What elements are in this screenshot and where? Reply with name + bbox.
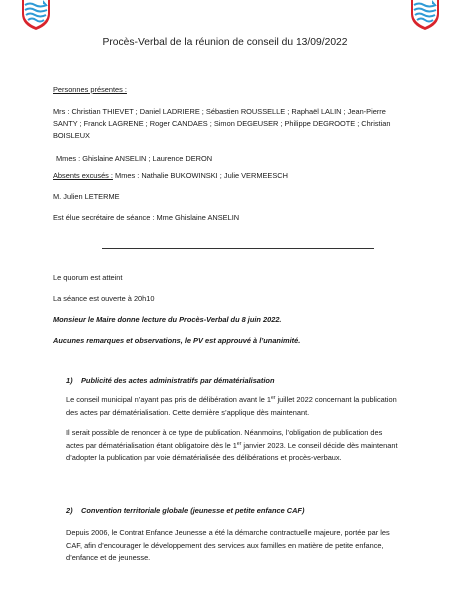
document-title: Procès-Verbal de la réunion de conseil du 13/09/2022 bbox=[102, 37, 348, 48]
section-2-paragraph-1: Depuis 2006, le Contrat Enfance Jeunesse a été la démarche contractuelle majeure, portée par les CAF, afin d’encourager le développement des services aux familles en matière de petite enfance, d’enfance et de jeunesse. bbox=[66, 528, 390, 562]
section-2-heading: Convention territoriale globale (jeunesse et petite enfance CAF) bbox=[81, 506, 305, 515]
reading-line: Monsieur le Maire donne lecture du Procès-Verbal du 8 juin 2022. bbox=[53, 315, 282, 324]
approval-line: Aucunes remarques et observations, le PV est approuvé à l’unanimité. bbox=[53, 336, 301, 345]
quorum-line: Le quorum est atteint bbox=[53, 273, 123, 282]
section-2-number: 2) bbox=[66, 506, 73, 515]
excused-line bbox=[53, 170, 403, 182]
present-label: Personnes présentes : bbox=[53, 85, 127, 94]
excused-names: Mmes : Nathalie BUKOWINSKI ; Julie VERMEESCH bbox=[115, 171, 288, 180]
secretary-line: Est élue secrétaire de séance : Mme Ghislaine ANSELIN bbox=[53, 213, 240, 222]
separator-line bbox=[102, 248, 374, 249]
section-1-heading: Publicité des actes administratifs par dématérialisation bbox=[81, 376, 275, 385]
section-1-paragraph-2: Il serait possible de renoncer à ce type de publication. Néanmoins, l’obligation de publication des actes par dématérialisation étant obligatoire dès le 1er janvier 2023. Le conseil décide dès maintenant d’adopter la publication par voie dématérialisée des délibérations et procès-verbaux. bbox=[66, 428, 398, 462]
section-1-paragraph-1: Le conseil municipal n’ayant pas pris de délibération avant le 1er juillet 2022 concernant la publication des actes par dématérialisation. Cette dernière s’applique dès maintenant. bbox=[66, 395, 397, 417]
section-1-number: 1) bbox=[66, 376, 73, 385]
coat-of-arms-right-icon bbox=[410, 0, 440, 30]
section-1-title bbox=[66, 376, 274, 385]
coat-of-arms-left-icon bbox=[21, 0, 51, 30]
excused-extra: M. Julien LETERME bbox=[53, 192, 120, 201]
session-opened-line: La séance est ouverte à 20h10 bbox=[53, 294, 155, 303]
present-names: Mrs : Christian THIEVET ; Daniel LADRIERE ; Sébastien ROUSSELLE ; Raphaël LALIN ; Jean-Pierre SANTY ; Franck LAGRENE ; Roger CANDAES ; Simon DEGEUSER ; Philippe DEGROOTE ; Christian BOISLEUX bbox=[53, 107, 391, 140]
present-women: Mmes : Ghislaine ANSELIN ; Laurence DERON bbox=[56, 154, 213, 163]
excused-label: Absents excusés : bbox=[53, 171, 113, 180]
section-2-title bbox=[66, 506, 304, 515]
